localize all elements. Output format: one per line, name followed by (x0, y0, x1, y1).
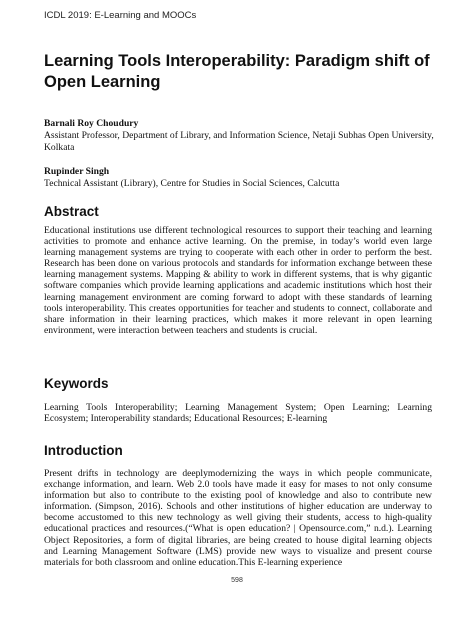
introduction-heading: Introduction (44, 443, 123, 458)
author-name: Rupinder Singh (44, 166, 110, 177)
paper-title: Learning Tools Interoperability: Paradigm shift of Open Learning (44, 52, 430, 91)
keywords-text: Learning Tools Interoperability; Learning Management System; Open Learning; Learning Ecosystem; Interoperability standards; Educational Resources; E-learning (44, 402, 432, 425)
author-affiliation: Assistant Professor, Department of Library, and Information Science, Netaji Subhas Open University, Kolkata (44, 129, 434, 153)
keywords-heading: Keywords (44, 376, 109, 391)
page-number: 598 (231, 577, 243, 584)
author-block-1 (44, 118, 454, 153)
abstract-heading: Abstract (44, 204, 99, 219)
author-affiliation: Technical Assistant (Library), Centre for Studies in Social Sciences, Calcutta (44, 177, 340, 189)
author-name: Barnali Roy Choudury (44, 118, 139, 129)
running-head: ICDL 2019: E-Learning and MOOCs (44, 10, 197, 21)
introduction-text: Present drifts in technology are deeplymodernizing the ways in which people communicate, exchange information, and learn. Web 2.0 tools have made it easy for mases to not only consume information but also to contribute to the existing pool of knowledge and also to contribute new information. (Simpson, 2016). Schools and other institutions of higher education are underway to become accustomed to this new technology as well giving their students, access to high-quality educational practices and resources.(“What is open education? | Opensource.com,” n.d.). Learning Object Repositories, a form of digital libraries, are being created to house digital learning objects and Learning Management Software (LMS) provide new ways to visualize and present course materials for both classroom and online education.This E-learning experience (44, 468, 432, 568)
author-block-2 (44, 166, 454, 190)
abstract-text: Educational institutions use different technological resources to support their teaching and learning activities to promote and enhance active learning. On the premise, in today’s world even large learning management systems are trying to cooperate with each other in order to perform the best. Research has been done on various protocols and standards for information exchange between these learning management systems. Mapping & ability to work in different systems, that is why gigantic software companies which provide learning applications and academic institutions which host their learning management environment are coming forward to adopt with these standards of learning tools interoperability. This creates opportunities for teacher and students to connect, collaborate and share information in their learning practices, which makes it more relevant in open learning environment, were interaction between teachers and students is crucial. (44, 225, 432, 336)
